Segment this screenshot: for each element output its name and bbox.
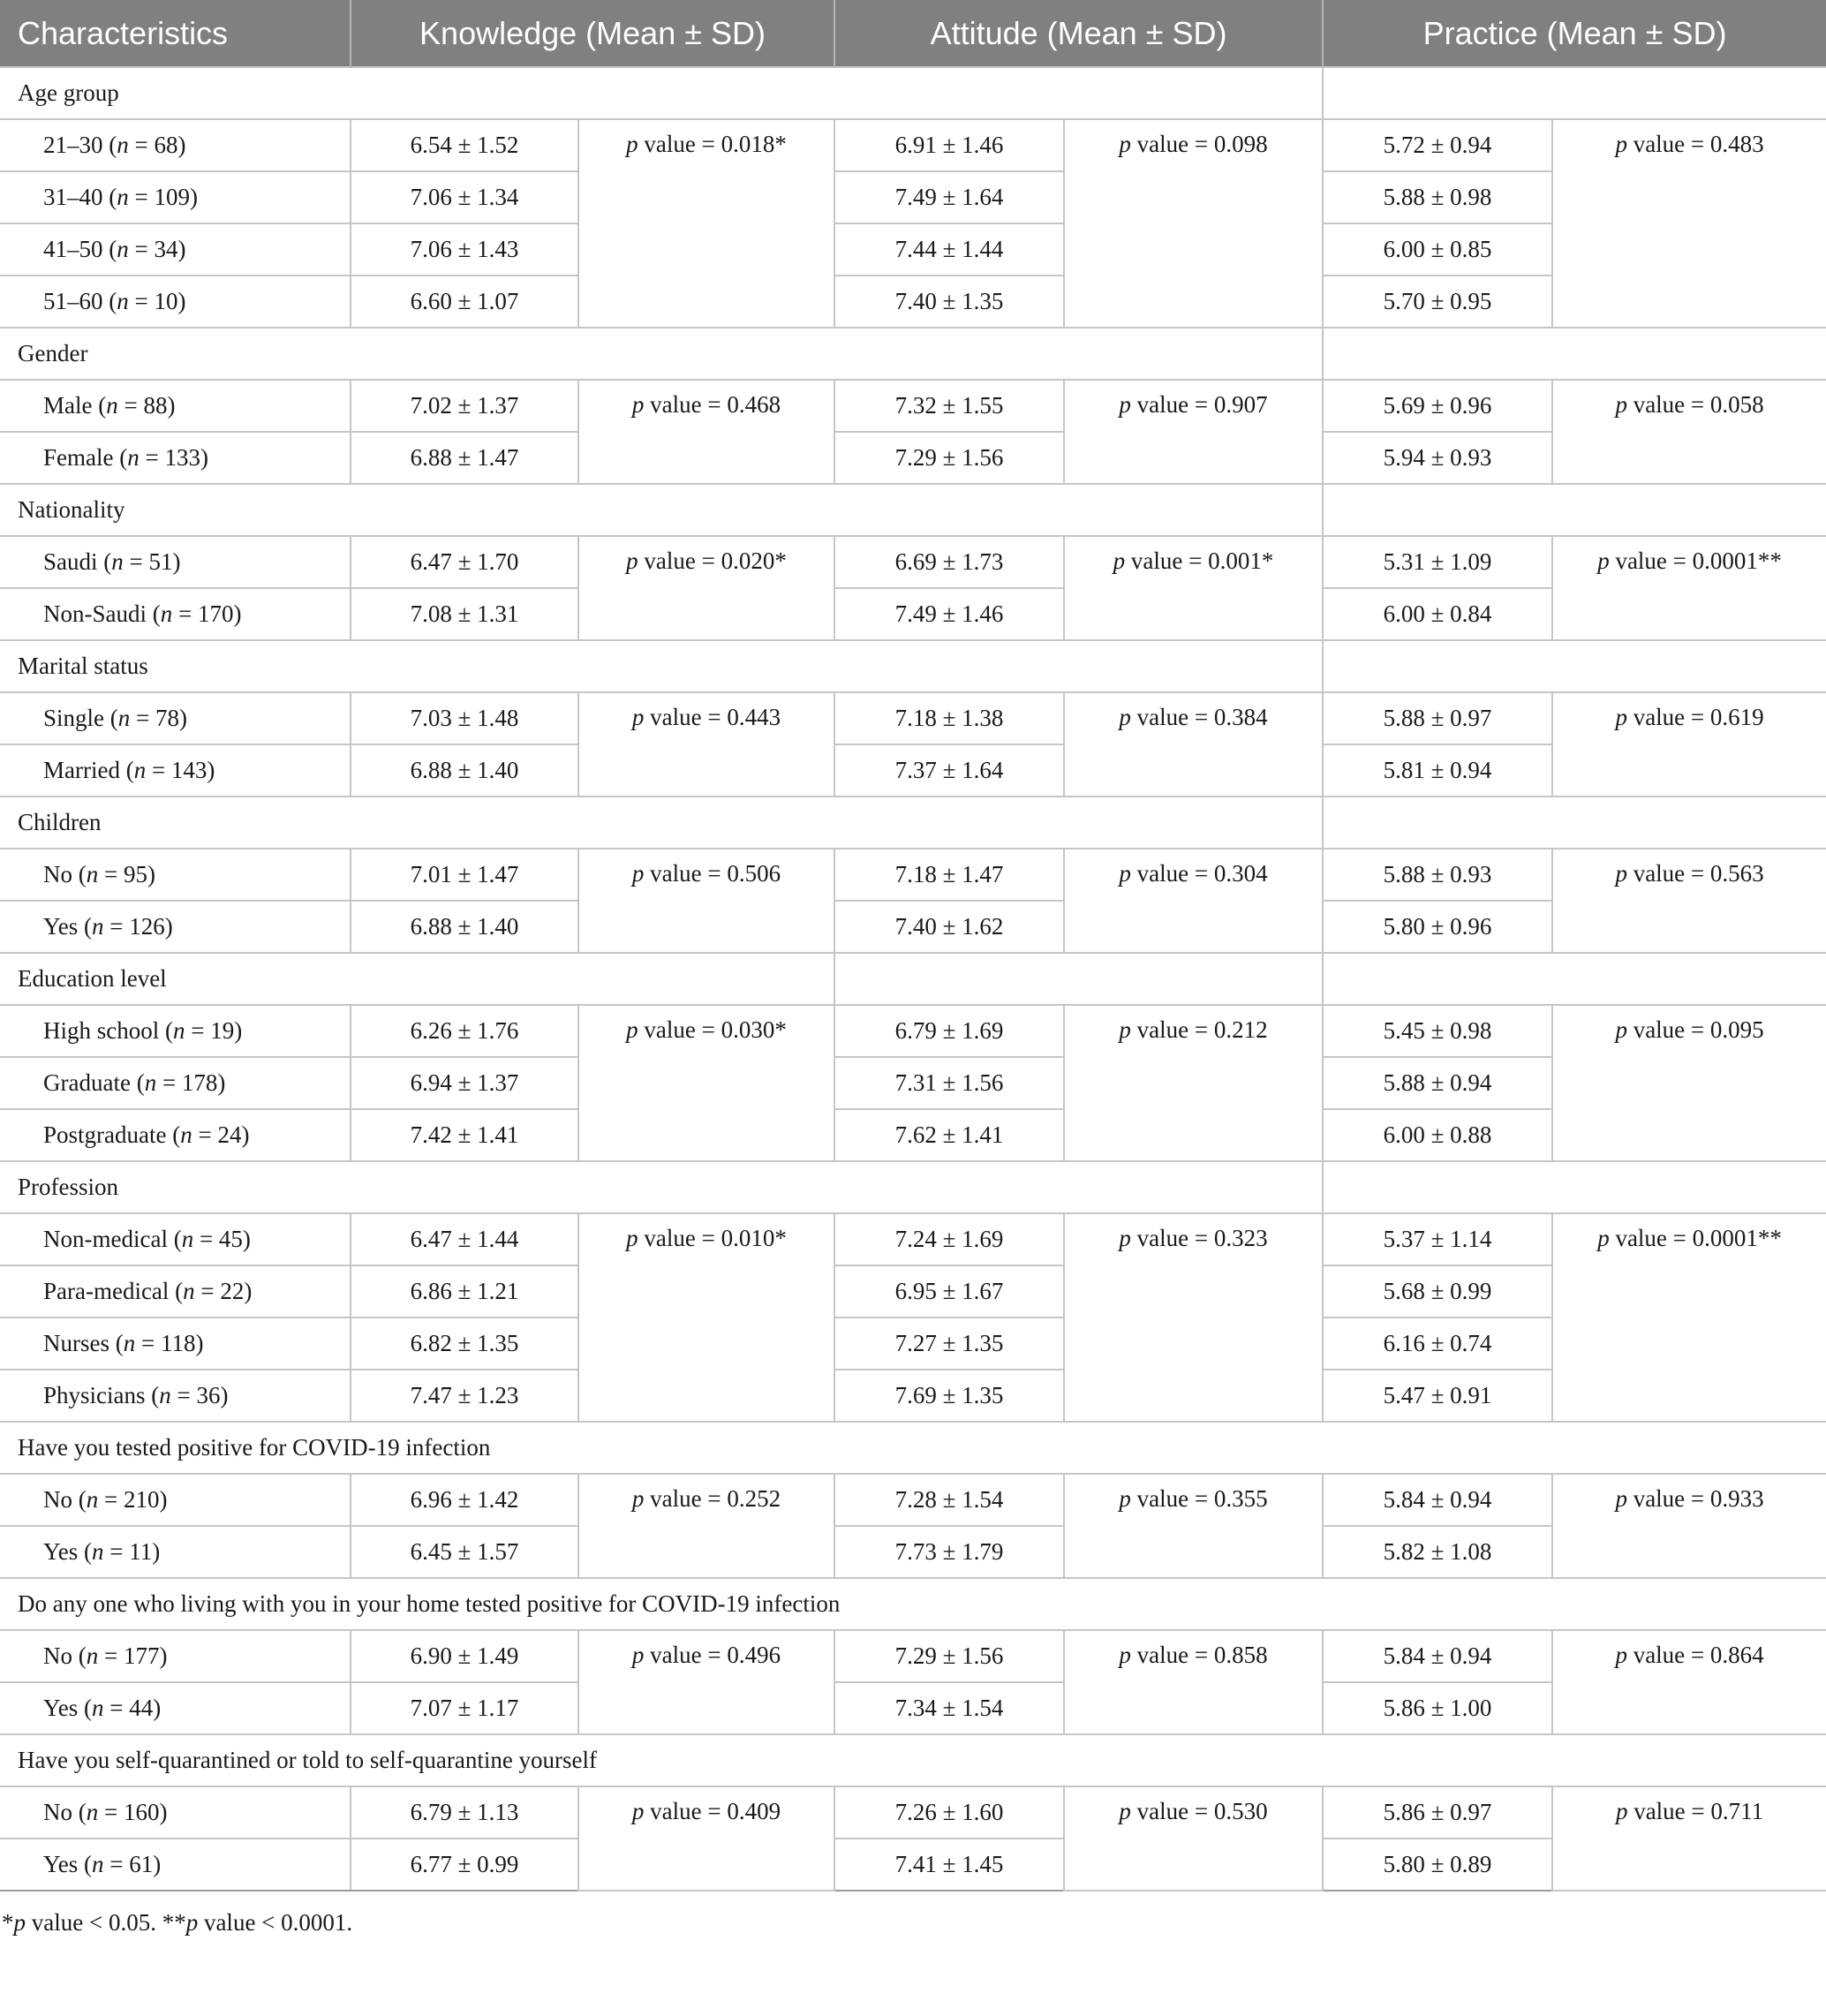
attitude-value: 7.49 ± 1.46 <box>834 588 1064 640</box>
practice-p-value: p value = 0.483 <box>1552 119 1826 328</box>
practice-value: 5.94 ± 0.93 <box>1323 432 1552 484</box>
empty-cell <box>1323 67 1826 119</box>
table-row <box>0 1057 1826 1109</box>
knowledge-p-value: p value = 0.030* <box>578 1005 834 1161</box>
attitude-p-value: p value = 0.098 <box>1064 119 1323 328</box>
table-row <box>0 1109 1826 1161</box>
row-label: Yes (n = 61) <box>0 1839 351 1891</box>
attitude-value: 7.32 ± 1.55 <box>834 380 1064 432</box>
row-label: Non-Saudi (n = 170) <box>0 588 351 640</box>
attitude-value: 7.44 ± 1.44 <box>834 223 1064 276</box>
practice-value: 5.82 ± 1.08 <box>1323 1526 1552 1578</box>
knowledge-value: 7.08 ± 1.31 <box>351 588 578 640</box>
table-body <box>0 67 1826 1891</box>
table-row <box>0 536 1826 588</box>
attitude-value: 6.79 ± 1.69 <box>834 1005 1064 1057</box>
attitude-value: 7.28 ± 1.54 <box>834 1474 1064 1526</box>
attitude-value: 7.29 ± 1.56 <box>834 1630 1064 1682</box>
row-label: Married (n = 143) <box>0 744 351 797</box>
row-label: Single (n = 78) <box>0 692 351 744</box>
practice-value: 5.86 ± 0.97 <box>1323 1786 1552 1839</box>
row-label: Graduate (n = 178) <box>0 1057 351 1109</box>
attitude-value: 7.27 ± 1.35 <box>834 1318 1064 1370</box>
practice-value: 5.88 ± 0.98 <box>1323 171 1552 223</box>
row-label: Para-medical (n = 22) <box>0 1265 351 1318</box>
row-label: 21–30 (n = 68) <box>0 119 351 171</box>
table-row <box>0 223 1826 276</box>
empty-cell <box>1323 640 1826 692</box>
practice-value: 5.70 ± 0.95 <box>1323 276 1552 328</box>
attitude-value: 7.49 ± 1.64 <box>834 171 1064 223</box>
table-row <box>0 849 1826 901</box>
table-row <box>0 1474 1826 1526</box>
attitude-value: 7.40 ± 1.62 <box>834 901 1064 953</box>
group-header-row <box>0 1578 1826 1630</box>
row-label: Yes (n = 11) <box>0 1526 351 1578</box>
practice-value: 5.88 ± 0.93 <box>1323 849 1552 901</box>
attitude-p-value: p value = 0.907 <box>1064 380 1323 484</box>
practice-p-value: p value = 0.933 <box>1552 1474 1826 1578</box>
knowledge-value: 7.02 ± 1.37 <box>351 380 578 432</box>
attitude-p-value: p value = 0.355 <box>1064 1474 1323 1578</box>
knowledge-value: 6.94 ± 1.37 <box>351 1057 578 1109</box>
group-title: Age group <box>0 67 1323 119</box>
table-row <box>0 1786 1826 1839</box>
empty-cell <box>1323 953 1826 1005</box>
table-row <box>0 1630 1826 1682</box>
group-header-row <box>0 1734 1826 1786</box>
practice-value: 5.47 ± 0.91 <box>1323 1370 1552 1422</box>
attitude-value: 7.40 ± 1.35 <box>834 276 1064 328</box>
group-title: Have you tested positive for COVID-19 infection <box>0 1422 1826 1474</box>
attitude-p-value: p value = 0.212 <box>1064 1005 1323 1161</box>
table-row <box>0 1005 1826 1057</box>
row-label: High school (n = 19) <box>0 1005 351 1057</box>
attitude-p-value: p value = 0.858 <box>1064 1630 1323 1734</box>
practice-value: 5.45 ± 0.98 <box>1323 1005 1552 1057</box>
knowledge-value: 6.88 ± 1.47 <box>351 432 578 484</box>
table-row <box>0 692 1826 744</box>
knowledge-value: 6.82 ± 1.35 <box>351 1318 578 1370</box>
knowledge-value: 7.06 ± 1.34 <box>351 171 578 223</box>
attitude-value: 7.62 ± 1.41 <box>834 1109 1064 1161</box>
practice-value: 5.72 ± 0.94 <box>1323 119 1552 171</box>
attitude-p-value: p value = 0.001* <box>1064 536 1323 640</box>
attitude-p-value: p value = 0.530 <box>1064 1786 1323 1891</box>
row-label: Postgraduate (n = 24) <box>0 1109 351 1161</box>
row-label: 41–50 (n = 34) <box>0 223 351 276</box>
attitude-value: 7.26 ± 1.60 <box>834 1786 1064 1839</box>
attitude-value: 7.18 ± 1.38 <box>834 692 1064 744</box>
header-knowledge: Knowledge (Mean ± SD) <box>351 0 834 67</box>
knowledge-p-value: p value = 0.252 <box>578 1474 834 1578</box>
practice-value: 5.37 ± 1.14 <box>1323 1213 1552 1265</box>
practice-value: 5.31 ± 1.09 <box>1323 536 1552 588</box>
practice-p-value: p value = 0.563 <box>1552 849 1826 953</box>
table-row <box>0 119 1826 171</box>
row-label: Male (n = 88) <box>0 380 351 432</box>
row-label: Female (n = 133) <box>0 432 351 484</box>
group-title: Nationality <box>0 484 1323 536</box>
header-characteristics: Characteristics <box>0 0 351 67</box>
practice-p-value: p value = 0.864 <box>1552 1630 1826 1734</box>
group-header-row <box>0 67 1826 119</box>
practice-value: 5.80 ± 0.89 <box>1323 1839 1552 1891</box>
row-label: No (n = 160) <box>0 1786 351 1839</box>
row-label: No (n = 95) <box>0 849 351 901</box>
attitude-value: 7.69 ± 1.35 <box>834 1370 1064 1422</box>
knowledge-value: 6.60 ± 1.07 <box>351 276 578 328</box>
practice-value: 5.69 ± 0.96 <box>1323 380 1552 432</box>
empty-cell <box>1323 1161 1826 1213</box>
header-row <box>0 0 1826 67</box>
knowledge-value: 7.07 ± 1.17 <box>351 1682 578 1734</box>
header-attitude: Attitude (Mean ± SD) <box>834 0 1323 67</box>
table-row <box>0 432 1826 484</box>
knowledge-value: 7.01 ± 1.47 <box>351 849 578 901</box>
knowledge-value: 6.86 ± 1.21 <box>351 1265 578 1318</box>
knowledge-p-value: p value = 0.018* <box>578 119 834 328</box>
practice-p-value: p value = 0.619 <box>1552 692 1826 797</box>
attitude-value: 7.31 ± 1.56 <box>834 1057 1064 1109</box>
practice-p-value: p value = 0.095 <box>1552 1005 1826 1161</box>
knowledge-value: 6.47 ± 1.70 <box>351 536 578 588</box>
attitude-value: 7.29 ± 1.56 <box>834 432 1064 484</box>
row-label: 51–60 (n = 10) <box>0 276 351 328</box>
row-label: No (n = 210) <box>0 1474 351 1526</box>
table-row <box>0 744 1826 797</box>
practice-p-value: p value = 0.0001** <box>1552 536 1826 640</box>
row-label: Nurses (n = 118) <box>0 1318 351 1370</box>
group-header-row <box>0 328 1826 380</box>
empty-cell <box>1323 484 1826 536</box>
table-row <box>0 1318 1826 1370</box>
knowledge-value: 6.54 ± 1.52 <box>351 119 578 171</box>
row-label: Non-medical (n = 45) <box>0 1213 351 1265</box>
knowledge-value: 6.88 ± 1.40 <box>351 744 578 797</box>
group-title: Children <box>0 797 1323 849</box>
knowledge-value: 6.77 ± 0.99 <box>351 1839 578 1891</box>
attitude-value: 7.34 ± 1.54 <box>834 1682 1064 1734</box>
attitude-value: 6.69 ± 1.73 <box>834 536 1064 588</box>
attitude-value: 7.37 ± 1.64 <box>834 744 1064 797</box>
practice-p-value: p value = 0.058 <box>1552 380 1826 484</box>
group-title: Have you self-quarantined or told to self-quarantine yourself <box>0 1734 1826 1786</box>
table-row <box>0 171 1826 223</box>
practice-p-value: p value = 0.0001** <box>1552 1213 1826 1422</box>
practice-p-value: p value = 0.711 <box>1552 1786 1826 1891</box>
group-header-row <box>0 953 1826 1005</box>
practice-value: 5.84 ± 0.94 <box>1323 1474 1552 1526</box>
attitude-value: 6.95 ± 1.67 <box>834 1265 1064 1318</box>
practice-value: 5.88 ± 0.94 <box>1323 1057 1552 1109</box>
knowledge-p-value: p value = 0.010* <box>578 1213 834 1422</box>
table-row <box>0 1370 1826 1422</box>
group-title: Education level <box>0 953 834 1005</box>
knowledge-value: 7.03 ± 1.48 <box>351 692 578 744</box>
empty-cell <box>1323 797 1826 849</box>
knowledge-value: 7.42 ± 1.41 <box>351 1109 578 1161</box>
knowledge-value: 6.45 ± 1.57 <box>351 1526 578 1578</box>
table-row <box>0 1265 1826 1318</box>
attitude-p-value: p value = 0.384 <box>1064 692 1323 797</box>
table-row <box>0 1526 1826 1578</box>
knowledge-p-value: p value = 0.496 <box>578 1630 834 1734</box>
table-row <box>0 380 1826 432</box>
group-header-row <box>0 640 1826 692</box>
practice-value: 6.00 ± 0.88 <box>1323 1109 1552 1161</box>
knowledge-value: 7.47 ± 1.23 <box>351 1370 578 1422</box>
group-title: Marital status <box>0 640 1323 692</box>
row-label: 31–40 (n = 109) <box>0 171 351 223</box>
header-practice: Practice (Mean ± SD) <box>1323 0 1826 67</box>
practice-value: 5.81 ± 0.94 <box>1323 744 1552 797</box>
knowledge-p-value: p value = 0.506 <box>578 849 834 953</box>
row-label: Physicians (n = 36) <box>0 1370 351 1422</box>
knowledge-value: 6.79 ± 1.13 <box>351 1786 578 1839</box>
knowledge-p-value: p value = 0.020* <box>578 536 834 640</box>
practice-value: 6.00 ± 0.84 <box>1323 588 1552 640</box>
knowledge-value: 6.90 ± 1.49 <box>351 1630 578 1682</box>
group-header-row <box>0 484 1826 536</box>
practice-value: 5.80 ± 0.96 <box>1323 901 1552 953</box>
knowledge-value: 6.96 ± 1.42 <box>351 1474 578 1526</box>
group-header-row <box>0 1422 1826 1474</box>
practice-value: 6.00 ± 0.85 <box>1323 223 1552 276</box>
attitude-value: 7.73 ± 1.79 <box>834 1526 1064 1578</box>
table-row <box>0 901 1826 953</box>
row-label: No (n = 177) <box>0 1630 351 1682</box>
table-footnote: *p value < 0.05. **p value < 0.0001. <box>2 1909 353 1936</box>
practice-value: 6.16 ± 0.74 <box>1323 1318 1552 1370</box>
row-label: Yes (n = 44) <box>0 1682 351 1734</box>
practice-value: 5.68 ± 0.99 <box>1323 1265 1552 1318</box>
table-row <box>0 588 1826 640</box>
practice-value: 5.84 ± 0.94 <box>1323 1630 1552 1682</box>
knowledge-p-value: p value = 0.443 <box>578 692 834 797</box>
attitude-p-value: p value = 0.323 <box>1064 1213 1323 1422</box>
attitude-value: 7.18 ± 1.47 <box>834 849 1064 901</box>
group-title: Do any one who living with you in your home tested positive for COVID-19 infection <box>0 1578 1826 1630</box>
knowledge-p-value: p value = 0.468 <box>578 380 834 484</box>
group-title: Profession <box>0 1161 1323 1213</box>
attitude-value: 6.91 ± 1.46 <box>834 119 1064 171</box>
table-row <box>0 1682 1826 1734</box>
group-header-row <box>0 797 1826 849</box>
row-label: Yes (n = 126) <box>0 901 351 953</box>
table-row <box>0 1839 1826 1891</box>
row-label: Saudi (n = 51) <box>0 536 351 588</box>
knowledge-value: 6.88 ± 1.40 <box>351 901 578 953</box>
group-title: Gender <box>0 328 1323 380</box>
knowledge-p-value: p value = 0.409 <box>578 1786 834 1891</box>
table-row <box>0 1213 1826 1265</box>
knowledge-value: 6.26 ± 1.76 <box>351 1005 578 1057</box>
attitude-p-value: p value = 0.304 <box>1064 849 1323 953</box>
knowledge-value: 6.47 ± 1.44 <box>351 1213 578 1265</box>
practice-value: 5.88 ± 0.97 <box>1323 692 1552 744</box>
attitude-value: 7.41 ± 1.45 <box>834 1839 1064 1891</box>
practice-value: 5.86 ± 1.00 <box>1323 1682 1552 1734</box>
empty-cell <box>834 953 1323 1005</box>
knowledge-value: 7.06 ± 1.43 <box>351 223 578 276</box>
group-header-row <box>0 1161 1826 1213</box>
attitude-value: 7.24 ± 1.69 <box>834 1213 1064 1265</box>
table-row <box>0 276 1826 328</box>
empty-cell <box>1323 328 1826 380</box>
